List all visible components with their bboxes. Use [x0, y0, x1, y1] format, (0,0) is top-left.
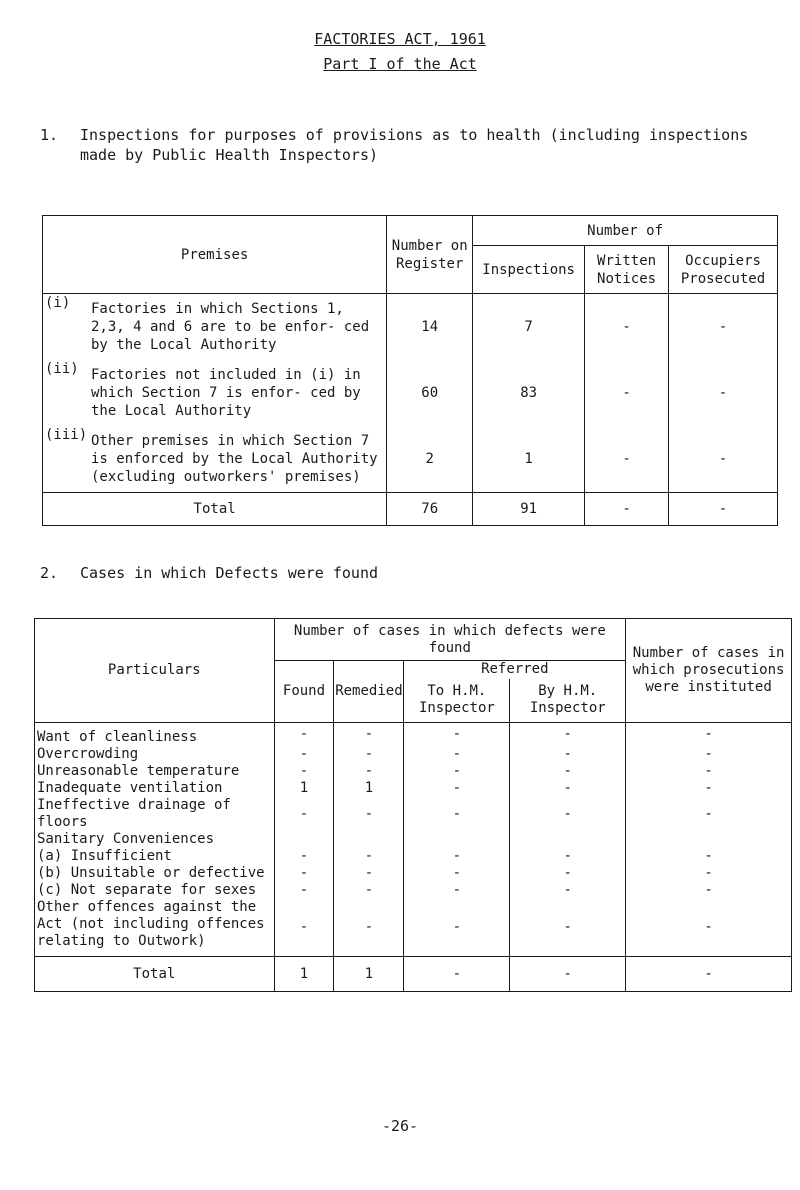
row-label: Ineffective drainage of floors — [35, 797, 275, 831]
cell-inspections: 83 — [473, 360, 585, 426]
cell-register: 2 — [387, 426, 473, 493]
col-occupiers-prosecuted: Occupiers Prosecuted — [669, 246, 778, 294]
row-label: (a) Insufficient — [35, 848, 275, 865]
cell-found: 1 — [274, 780, 334, 797]
row-label: Other offences against the Act (not including offences relating to Outwork) — [35, 899, 275, 957]
cell-by: - — [510, 723, 626, 747]
col-found: Found — [274, 661, 334, 723]
table-row — [35, 848, 792, 865]
total-inspections: 91 — [473, 493, 585, 526]
section-1-heading — [40, 125, 780, 169]
row-label: Sanitary Conveniences — [35, 831, 275, 848]
total-label: Total — [35, 957, 275, 992]
row-label — [43, 294, 387, 361]
cell-written: - — [585, 294, 669, 361]
row-label: Unreasonable temperature — [35, 763, 275, 780]
row-label: (c) Not separate for sexes — [35, 882, 275, 899]
cell-to: - — [404, 780, 510, 797]
cell-pros: - — [626, 780, 792, 797]
table-row — [35, 746, 792, 763]
table-row — [35, 780, 792, 797]
cell-to: - — [404, 797, 510, 831]
cell-pros: - — [626, 865, 792, 882]
cell-to: - — [404, 882, 510, 899]
cell-found: - — [274, 723, 334, 747]
table-row — [43, 294, 778, 361]
cell-found: - — [274, 899, 334, 957]
section-1-number: 1. — [40, 126, 59, 144]
row-text: Other premises in which Section 7 is enforced by the Local Authority (excluding outworkers' premises) — [91, 433, 378, 485]
table-row — [35, 831, 792, 848]
total-prosecutions: - — [626, 957, 792, 992]
col-by-hm-inspector: By H.M. Inspector — [510, 679, 626, 723]
cell-by: - — [510, 865, 626, 882]
table-row — [35, 865, 792, 882]
cell-found: - — [274, 763, 334, 780]
table-row — [35, 882, 792, 899]
table-row — [35, 763, 792, 780]
col-number-of: Number of — [473, 216, 778, 246]
cell-inspections: 7 — [473, 294, 585, 361]
cell-by: - — [510, 848, 626, 865]
col-particulars: Particulars — [35, 619, 275, 723]
cell-remedied — [334, 831, 404, 848]
col-to-hm-inspector: To H.M. Inspector — [404, 679, 510, 723]
row-label: Want of cleanliness — [35, 723, 275, 747]
cell-to: - — [404, 723, 510, 747]
cell-found: - — [274, 882, 334, 899]
cell-remedied: - — [334, 882, 404, 899]
cell-prosecuted: - — [669, 360, 778, 426]
page-subtitle: Part I of the Act — [323, 55, 477, 73]
row-number: (ii) — [45, 361, 79, 377]
cell-by: - — [510, 746, 626, 763]
row-label: Overcrowding — [35, 746, 275, 763]
cell-by: - — [510, 763, 626, 780]
cell-to: - — [404, 763, 510, 780]
cell-remedied: - — [334, 797, 404, 831]
cell-to — [404, 831, 510, 848]
cell-written: - — [585, 360, 669, 426]
cell-written: - — [585, 426, 669, 493]
cell-prosecuted: - — [669, 426, 778, 493]
row-text: Factories not included in (i) in which Section 7 is enfor- ced by the Local Authority — [91, 367, 361, 419]
row-label — [43, 426, 387, 493]
total-label: Total — [43, 493, 387, 526]
table-row — [35, 723, 792, 747]
total-row — [35, 957, 792, 992]
col-register: Number on Register — [387, 216, 473, 294]
col-remedied: Remedied — [334, 661, 404, 723]
section-2-number: 2. — [40, 564, 59, 582]
col-written-notices: Written Notices — [585, 246, 669, 294]
section-2-text: Cases in which Defects were found — [80, 564, 379, 582]
cell-to: - — [404, 899, 510, 957]
col-inspections: Inspections — [473, 246, 585, 294]
total-remedied: 1 — [334, 957, 404, 992]
cell-pros: - — [626, 882, 792, 899]
inspections-table — [42, 215, 778, 526]
total-register: 76 — [387, 493, 473, 526]
cell-remedied: - — [334, 848, 404, 865]
cell-remedied: - — [334, 746, 404, 763]
cell-register: 14 — [387, 294, 473, 361]
defects-table — [34, 618, 792, 992]
cell-by: - — [510, 899, 626, 957]
cell-remedied: - — [334, 865, 404, 882]
total-row — [43, 493, 778, 526]
cell-pros: - — [626, 746, 792, 763]
cell-pros: - — [626, 723, 792, 747]
page-number: -26- — [381, 1117, 419, 1135]
row-label: Inadequate ventilation — [35, 780, 275, 797]
col-cases: Number of cases in which defects were found — [274, 619, 626, 661]
section-1-text: Inspections for purposes of provisions as to health (including inspections made by Public Health Inspectors) — [80, 126, 749, 164]
col-referred: Referred — [404, 661, 626, 679]
cell-inspections: 1 — [473, 426, 585, 493]
row-text: Factories in which Sections 1, 2,3, 4 and 6 are to be enfor- ced by the Local Authority — [91, 301, 370, 353]
cell-to: - — [404, 746, 510, 763]
cell-found: - — [274, 746, 334, 763]
table-row — [43, 426, 778, 493]
total-prosecuted: - — [669, 493, 778, 526]
total-to-hm: - — [404, 957, 510, 992]
cell-to: - — [404, 848, 510, 865]
row-label: (b) Unsuitable or defective — [35, 865, 275, 882]
cell-remedied: 1 — [334, 780, 404, 797]
cell-found — [274, 831, 334, 848]
row-number: (iii) — [45, 427, 88, 443]
cell-pros — [626, 831, 792, 848]
cell-found: - — [274, 848, 334, 865]
cell-pros: - — [626, 797, 792, 831]
cell-register: 60 — [387, 360, 473, 426]
cell-by: - — [510, 780, 626, 797]
page-title: FACTORIES ACT, 1961 — [314, 30, 486, 48]
total-by-hm: - — [510, 957, 626, 992]
table-row — [35, 899, 792, 957]
cell-found: - — [274, 797, 334, 831]
total-written: - — [585, 493, 669, 526]
col-prosecutions: Number of cases in which prosecutions were instituted — [626, 619, 792, 723]
cell-pros: - — [626, 899, 792, 957]
row-label — [43, 360, 387, 426]
section-2-heading — [40, 563, 780, 585]
cell-found: - — [274, 865, 334, 882]
row-number: (i) — [45, 295, 71, 311]
cell-prosecuted: - — [669, 294, 778, 361]
col-premises: Premises — [43, 216, 387, 294]
cell-remedied: - — [334, 899, 404, 957]
table-row — [35, 797, 792, 831]
cell-to: - — [404, 865, 510, 882]
table-row — [43, 360, 778, 426]
cell-pros: - — [626, 763, 792, 780]
total-found: 1 — [274, 957, 334, 992]
cell-by: - — [510, 882, 626, 899]
cell-remedied: - — [334, 763, 404, 780]
cell-pros: - — [626, 848, 792, 865]
cell-remedied: - — [334, 723, 404, 747]
cell-by — [510, 831, 626, 848]
cell-by: - — [510, 797, 626, 831]
